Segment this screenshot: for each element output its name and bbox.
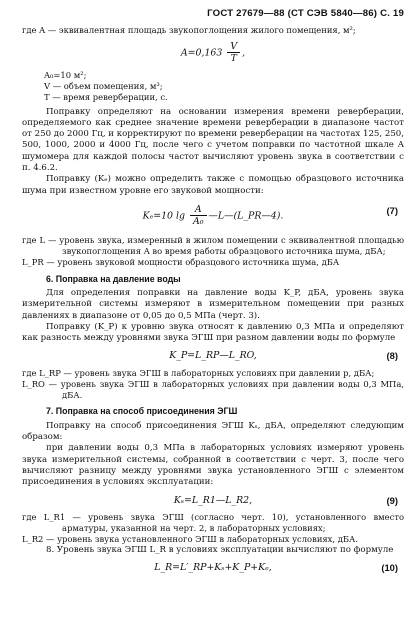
- where-7-lpr: L_PR — уровень звуковой мощности образцового источника шума, дБА: [22, 256, 340, 267]
- where-7-l: где L — уровень звука, измеренный в жилом помещении с эквивалентной площадью звукопоглощения A во время работы образцового источника шума, дБА;: [22, 234, 404, 256]
- formula-7-lhs: Kₑ=10 lg: [142, 210, 188, 222]
- paragraph-measure: при давлении воды 0,3 МПа в лабораторных условиях измеряют уровень звука измерительной системы, собранной в соответствии с черт. 3, после чего вычисляют разницу между уровнями звука установленного ЭГШ с элементом присоединения в условиях эксплуатации:: [22, 443, 404, 488]
- where-9-lr1: где L_R1 — уровень звука ЭГШ (согласно черт. 10), установленного вместо арматуры, указанной на черт. 2, в лабораторных условиях;: [22, 511, 404, 533]
- formula-a-den: T: [230, 53, 237, 65]
- paragraph-ke: Поправку (Kₑ) можно определить также с помощью образцового источника шума при известном уровне его звуковой мощности:: [22, 174, 404, 196]
- formula-7-den: A₀: [192, 215, 204, 227]
- formula-8-text: K_P=L_RP—L_RO,: [169, 350, 257, 362]
- formula-7-num: A: [190, 205, 207, 216]
- paragraph-connection: Поправку на способ присоединения ЭГШ Kₛ, дБА, определяют следующим образом:: [22, 420, 404, 443]
- where-8-lro: L_RO — уровень звука ЭГШ в лабораторных условиях при давлении воды 0,3 МПа, дБА.: [22, 378, 404, 400]
- formula-9-text: Kₛ=L_R1—L_R2,: [173, 494, 253, 506]
- page-header: ГОСТ 27679—88 (СТ СЭВ 5840—86) С. 19: [207, 8, 404, 19]
- formula-7-number: (7): [386, 204, 398, 216]
- paragraph-pressure: Для определения поправки на давление воды K_P, дБА, уровень звука измерительной системы измеряют в измерительном помещении при разных давлениях в диапазоне от 0,05 до 0,5 МПа (черт. 3).: [22, 287, 404, 321]
- formula-a: [22, 42, 404, 64]
- formula-9: [22, 495, 404, 506]
- paragraph-reverberation: Поправку определяют на основании измерения времени реверберации, определяемого как среднее значение времени реверберации в диапазоне частот от 250 до 2000 Гц, и корректируют по времени реверберации на частотах 125, 250, 500, 1000, 2000 и 4000 Гц, после чего с учетом поправки по частотной шкале A шумомера для каждой полосы частот вычисляют уровень звука в соответствии с п. 4.6.2.: [22, 106, 404, 174]
- section-7-heading: 7. Поправка на способ присоединения ЭГШ: [46, 406, 238, 417]
- formula-a-lhs: A=0,163: [180, 47, 226, 59]
- definitions-a: [44, 70, 404, 102]
- formula-8: [22, 350, 404, 361]
- formula-8-number: (8): [386, 350, 398, 362]
- formula-7: [22, 205, 404, 227]
- formula-a-fraction: [227, 42, 240, 64]
- formula-9-number: (9): [386, 494, 398, 506]
- formula-10-number: (10): [381, 561, 398, 573]
- where-8-lrp: где L_RP — уровень звука ЭГШ в лабораторных условиях при давлении p, дБА;: [22, 367, 375, 378]
- where-a: где A — эквивалентная площадь звукопоглощения жилого помещения, м²;: [22, 25, 356, 36]
- where-9-lr2: L_R2 — уровень звука установленного ЭГШ в лабораторных условиях, дБА.: [22, 533, 359, 544]
- formula-7-fraction: [190, 205, 207, 227]
- paragraph-8: 8. Уровень звука ЭГШ L_R в условиях эксплуатации вычисляют по формуле: [46, 544, 394, 555]
- formula-7-tail: —L—(L_PR—4).: [208, 210, 284, 222]
- section-6-heading: 6. Поправка на давление воды: [46, 273, 181, 284]
- formula-a-tail: ,: [242, 47, 246, 59]
- formula-a-num: V: [227, 42, 240, 53]
- document-page: [22, 8, 404, 579]
- def-v: V — объем помещения, м³;: [44, 81, 163, 91]
- def-a0: A₀=10 м²;: [44, 70, 87, 81]
- formula-10-text: L_R=L′_RP+Kₛ+K_P+Kₑ,: [154, 561, 272, 573]
- paragraph-kp: Поправку (K_P) к уровню звука относят к давлению 0,3 МПа и определяют как разность между уровнями звука ЭГШ при разном давлении воды по формуле: [22, 321, 404, 344]
- formula-10: [22, 562, 404, 573]
- def-t: T — время реверберации, с.: [44, 91, 168, 102]
